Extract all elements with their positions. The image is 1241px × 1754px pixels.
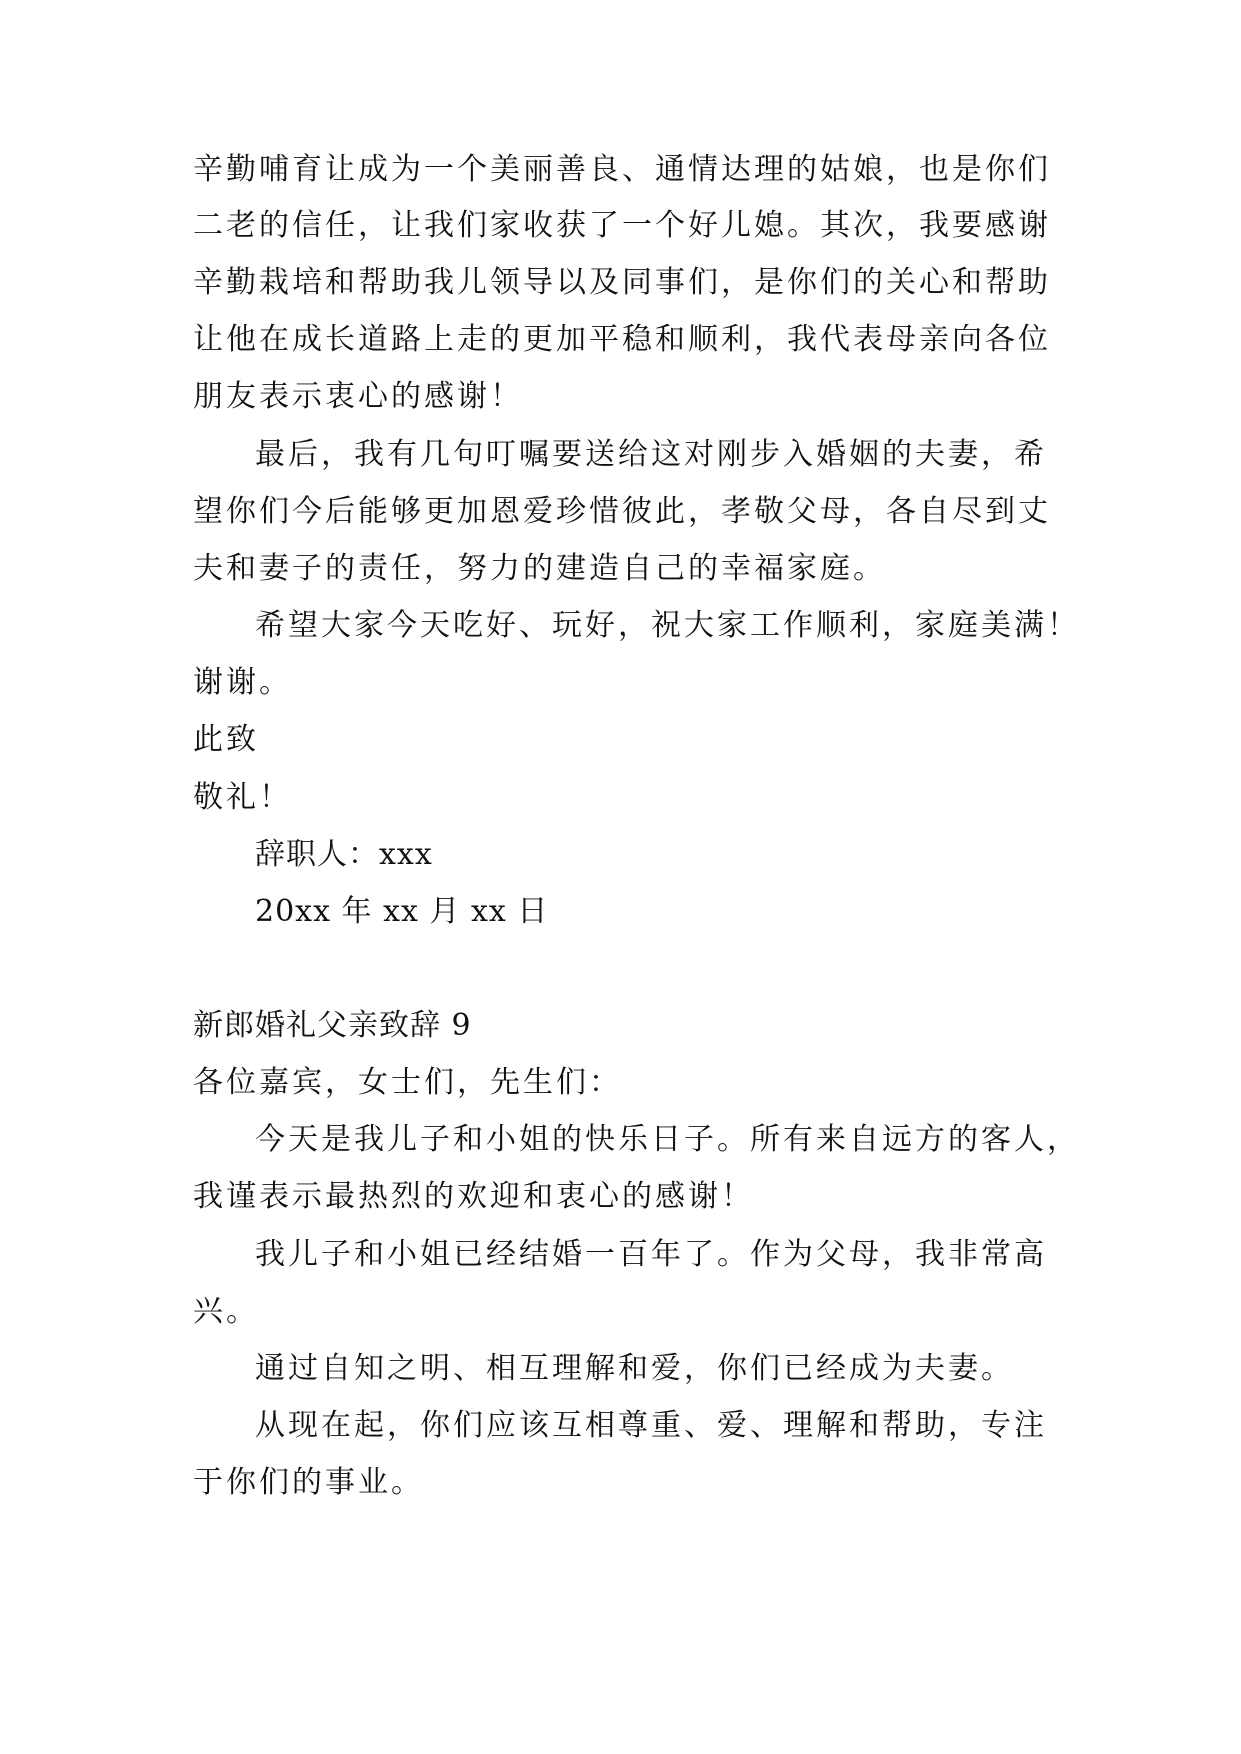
signature-name: 辞职人：xxx [255, 837, 433, 872]
signature-date: 20xx 年 xx 月 xx 日 [255, 894, 549, 929]
text-line: 从现在起，你们应该互相尊重、爱、理解和帮助，专注 [255, 1408, 1047, 1443]
text-line: 我谨表示最热烈的欢迎和衷心的感谢！ [193, 1179, 754, 1214]
text-line: 今天是我儿子和小姐的快乐日子。所有来自远方的客人， [255, 1122, 1080, 1157]
text-line: 最后，我有几句叮嘱要送给这对刚步入婚姻的夫妻，希 [255, 437, 1047, 472]
section-title: 新郎婚礼父亲致辞 9 [193, 1008, 472, 1043]
text-line: 希望大家今天吃好、玩好，祝大家工作顺利，家庭美满！ [255, 608, 1080, 643]
text-line: 二老的信任，让我们家收获了一个好儿媳。其次，我要感谢 [193, 208, 1051, 243]
text-line: 让他在成长道路上走的更加平稳和顺利，我代表母亲向各位 [193, 322, 1051, 357]
text-line: 夫和妻子的责任，努力的建造自己的幸福家庭。 [193, 551, 886, 586]
text-line: 望你们今后能够更加恩爱珍惜彼此，孝敬父母，各自尽到丈 [193, 494, 1051, 529]
text-line: 谢谢。 [193, 665, 292, 700]
salutation: 各位嘉宾，女士们，先生们： [193, 1065, 622, 1100]
closing-line: 敬礼！ [193, 780, 292, 815]
text-line: 于你们的事业。 [193, 1465, 424, 1500]
text-line: 我儿子和小姐已经结婚一百年了。作为父母，我非常高 [255, 1237, 1047, 1272]
text-line: 通过自知之明、相互理解和爱，你们已经成为夫妻。 [255, 1351, 1014, 1386]
closing-line: 此致 [193, 722, 259, 757]
text-line: 兴。 [193, 1294, 259, 1329]
text-line: 朋友表示衷心的感谢！ [193, 379, 523, 414]
text-line: 辛勤哺育让成为一个美丽善良、通情达理的姑娘，也是你们 [193, 152, 1051, 187]
text-line: 辛勤栽培和帮助我儿领导以及同事们，是你们的关心和帮助 [193, 265, 1051, 300]
